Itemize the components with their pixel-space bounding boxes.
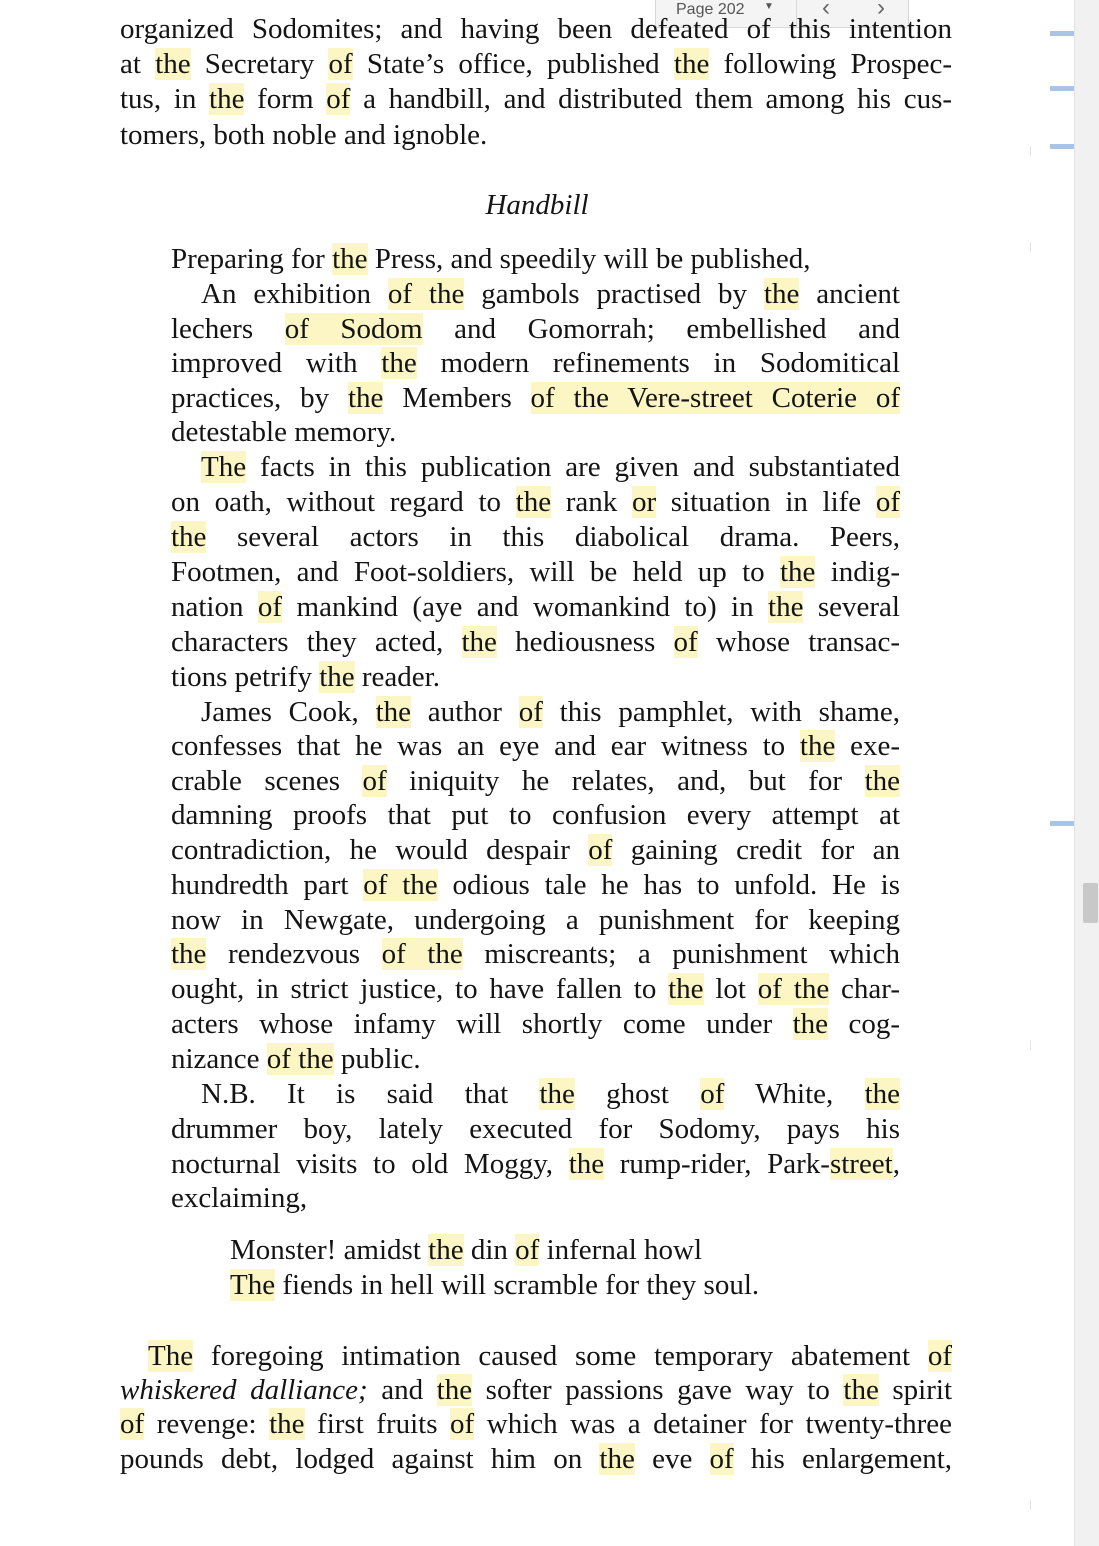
- text-run: and Gomorrah; embellished and: [422, 313, 900, 345]
- search-highlight: of the: [757, 973, 830, 1005]
- text-run: exe-: [835, 730, 900, 762]
- text-line: [171, 1147, 900, 1181]
- text-run: damning proofs that put to confusion every attempt at: [171, 799, 900, 831]
- text-run: ancient: [799, 278, 900, 310]
- text-run: this pamphlet, with shame,: [542, 696, 900, 728]
- text-run: Footmen, and Foot-soldiers, will be held up to: [171, 556, 780, 588]
- text-run: revenge:: [144, 1408, 270, 1440]
- search-highlight: the: [843, 1374, 879, 1406]
- text-run: spirit: [878, 1374, 953, 1406]
- search-highlight: of Sodom: [284, 313, 423, 345]
- text-run: Members: [383, 382, 531, 414]
- search-highlight: the: [792, 1008, 829, 1040]
- text-run: Preparing for: [171, 243, 333, 275]
- text-run: organized Sodomites; and having been defeated of this intention: [120, 13, 952, 45]
- text-run: acters whose infamy will shortly come under: [171, 1008, 793, 1040]
- text-run: Secretary: [190, 48, 329, 80]
- text-line: [120, 1407, 952, 1441]
- italic-phrase: whiskered dalliance;: [120, 1374, 368, 1406]
- text-run: first fruits: [304, 1408, 451, 1440]
- search-highlight: the: [673, 48, 710, 80]
- text-run: improved with: [171, 347, 382, 379]
- text-run: at: [120, 48, 156, 80]
- search-highlight: the: [799, 730, 836, 762]
- text-line: [171, 520, 900, 554]
- search-highlight: the: [375, 696, 411, 728]
- text-run: a handbill, and distributed them among his cus-: [350, 83, 953, 115]
- text-run: modern refinements in Sodomitical: [416, 347, 901, 379]
- text-run: rank: [551, 486, 632, 518]
- search-highlight: the: [461, 626, 497, 658]
- search-highlight: the: [515, 486, 552, 518]
- text-line: [171, 972, 900, 1006]
- search-highlight: of the: [387, 278, 465, 310]
- text-run: ghost: [574, 1078, 701, 1110]
- search-highlight: of: [875, 486, 900, 518]
- search-highlight: of the: [381, 938, 463, 970]
- text-line: [171, 833, 900, 867]
- search-hit-marker[interactable]: [1050, 31, 1074, 36]
- text-run: and: [367, 1374, 437, 1406]
- text-line: [120, 118, 952, 152]
- text-run: N.B. It is said that: [201, 1078, 540, 1110]
- search-highlight: of: [700, 1078, 725, 1110]
- text-line: [171, 242, 900, 276]
- search-hit-marker[interactable]: [1050, 86, 1074, 91]
- search-highlight: the: [155, 48, 191, 80]
- search-highlight: the: [347, 382, 384, 414]
- text-run: hediousness: [496, 626, 674, 658]
- text-run: gaining credit for an: [612, 834, 900, 866]
- search-highlight: the: [779, 556, 816, 588]
- search-highlight: of: [709, 1443, 734, 1475]
- search-highlight: The: [148, 1340, 194, 1372]
- text-line: [171, 1042, 900, 1076]
- text-line: [171, 903, 900, 937]
- search-hit-marker[interactable]: [1050, 821, 1074, 826]
- text-line: [171, 312, 900, 346]
- search-highlight: the: [768, 591, 804, 623]
- text-line: [171, 729, 900, 763]
- search-highlight: of: [588, 834, 613, 866]
- text-line: [171, 1181, 900, 1215]
- text-run: iniquity he relates, and, but for: [386, 765, 865, 797]
- text-line: [171, 937, 900, 971]
- text-run: pounds debt, lodged against him on: [120, 1443, 600, 1475]
- search-highlight: the: [539, 1078, 575, 1110]
- search-highlight: of: [927, 1340, 952, 1372]
- text-line: [171, 764, 900, 798]
- search-highlight: of: [326, 83, 351, 115]
- search-highlight: the: [864, 765, 900, 797]
- text-line: [171, 346, 900, 380]
- text-line: [201, 695, 900, 729]
- search-highlight: the: [599, 1443, 635, 1475]
- search-highlight: the: [319, 661, 355, 693]
- text-run: exclaiming,: [171, 1182, 308, 1214]
- text-run: drummer boy, lately executed for Sodomy, pays his: [171, 1113, 900, 1145]
- text-line: [171, 660, 900, 694]
- text-run: confesses that he was an eye and ear witness to: [171, 730, 800, 762]
- text-line: [171, 485, 900, 519]
- text-line: [120, 1442, 952, 1476]
- search-highlight: the: [381, 347, 417, 379]
- text-run: contradiction, he would despair: [171, 834, 589, 866]
- text-run: detestable memory.: [171, 416, 397, 448]
- search-highlight: the: [332, 243, 368, 275]
- text-run: which was a detainer for twenty-three: [474, 1408, 952, 1440]
- text-run: mankind (aye and womankind to) in: [282, 591, 769, 623]
- text-run: his enlargement,: [733, 1443, 953, 1475]
- chevron-down-icon[interactable]: ▼: [764, 1, 774, 12]
- text-line: [171, 590, 900, 624]
- text-run: Press, and speedily will be published,: [367, 243, 811, 275]
- margin-tick: [1030, 1040, 1031, 1050]
- search-highlight: of the: [363, 869, 438, 901]
- search-highlight: of: [450, 1408, 475, 1440]
- text-run: form: [244, 83, 327, 115]
- search-highlight: the: [864, 1078, 901, 1110]
- text-line: [120, 82, 952, 116]
- text-run: foregoing intimation caused some temporary abatement: [193, 1340, 928, 1372]
- text-run: An exhibition: [201, 278, 388, 310]
- search-highlight: the: [209, 83, 245, 115]
- text-run: tus, in: [120, 83, 210, 115]
- text-run: several actors in this diabolical drama. Peers,: [206, 521, 900, 553]
- text-run: miscreants; a punishment which: [462, 938, 900, 970]
- text-run: following Prospec-: [709, 48, 952, 80]
- text-line: [171, 868, 900, 902]
- search-highlight: of: [673, 626, 698, 658]
- text-line: [230, 1268, 830, 1302]
- text-run: rump-rider, Park-: [604, 1148, 830, 1180]
- search-highlight: of: [515, 1234, 540, 1266]
- text-run: lechers: [171, 313, 285, 345]
- search-highlight: the: [171, 521, 207, 553]
- search-highlight: of the Vere-street Coterie of: [530, 382, 900, 414]
- text-run: ,: [892, 1148, 900, 1180]
- text-run: nizance: [171, 1043, 267, 1075]
- text-line: [120, 1373, 952, 1407]
- text-run: tions petrify: [171, 661, 320, 693]
- search-highlight: The: [201, 451, 247, 483]
- text-run: several: [803, 591, 900, 623]
- text-run: odious tale he has to unfold. He is: [437, 869, 900, 901]
- search-highlight: The: [230, 1269, 276, 1301]
- search-highlight: the: [269, 1408, 305, 1440]
- text-run: nation: [171, 591, 258, 623]
- text-run: whose transac-: [697, 626, 900, 658]
- text-run: on oath, without regard to: [171, 486, 516, 518]
- search-highlight: the: [763, 278, 800, 310]
- search-highlight: the: [171, 938, 207, 970]
- text-line: [201, 1077, 900, 1111]
- margin-tick: [1030, 1500, 1031, 1510]
- text-run: Monster! amidst: [230, 1234, 429, 1266]
- search-highlight: or: [631, 486, 657, 518]
- text-run: lot: [703, 973, 758, 1005]
- search-highlight: the: [668, 973, 704, 1005]
- search-highlight: of: [328, 48, 353, 80]
- text-run: reader.: [354, 661, 440, 693]
- text-run: White,: [724, 1078, 865, 1110]
- scrollbar-thumb[interactable]: [1083, 883, 1098, 923]
- text-run: softer passions gave way to: [472, 1374, 844, 1406]
- text-run: indig-: [815, 556, 901, 588]
- text-run: crable scenes: [171, 765, 363, 797]
- vertical-scrollbar[interactable]: [1074, 0, 1099, 1546]
- text-run: rendezvous: [206, 938, 382, 970]
- page-number-label[interactable]: Page 202: [676, 1, 745, 18]
- text-run: public.: [333, 1043, 421, 1075]
- search-highlight: of: [362, 765, 387, 797]
- text-run: tomers, both noble and ignoble.: [120, 119, 488, 151]
- text-run: now in Newgate, undergoing a punishment for keeping: [171, 904, 900, 936]
- search-highlight: street: [829, 1148, 893, 1180]
- section-heading: Handbill: [485, 189, 589, 221]
- search-hit-marker[interactable]: [1050, 144, 1074, 149]
- text-line: [120, 47, 952, 81]
- search-highlight: the: [568, 1148, 605, 1180]
- text-run: ought, in strict justice, to have fallen to: [171, 973, 669, 1005]
- text-line: [171, 798, 900, 832]
- text-line: [171, 1112, 900, 1146]
- text-line: [171, 415, 900, 449]
- text-line: [120, 12, 952, 46]
- text-run: din: [463, 1234, 516, 1266]
- text-run: author: [411, 696, 519, 728]
- text-line: [171, 555, 900, 589]
- text-run: eve: [634, 1443, 710, 1475]
- next-page-icon[interactable]: ›: [877, 0, 885, 21]
- text-run: James Cook,: [201, 696, 376, 728]
- text-run: characters they acted,: [171, 626, 462, 658]
- text-line: [230, 1233, 830, 1267]
- text-run: fiends in hell will scramble for they soul.: [275, 1269, 760, 1301]
- text-line: [171, 1007, 900, 1041]
- margin-tick: [1030, 242, 1031, 252]
- text-line: [201, 450, 900, 484]
- text-line: [171, 381, 900, 415]
- text-line: [148, 1339, 952, 1373]
- text-run: char-: [829, 973, 900, 1005]
- search-highlight: of: [120, 1408, 145, 1440]
- text-line: [171, 625, 900, 659]
- previous-page-icon[interactable]: ‹: [822, 0, 830, 21]
- text-run: hundredth part: [171, 869, 364, 901]
- text-run: infernal howl: [539, 1234, 702, 1266]
- text-run: State’s office, published: [352, 48, 674, 80]
- search-highlight: the: [436, 1374, 473, 1406]
- text-run: facts in this publication are given and substantiated: [246, 451, 900, 483]
- text-run: cog-: [828, 1008, 901, 1040]
- text-run: practices, by: [171, 382, 348, 414]
- text-run: situation in life: [656, 486, 876, 518]
- search-highlight: of: [518, 696, 543, 728]
- text-run: nocturnal visits to old Moggy,: [171, 1148, 569, 1180]
- text-line: [201, 277, 900, 311]
- search-highlight: of the: [266, 1043, 334, 1075]
- search-highlight: the: [428, 1234, 464, 1266]
- search-highlight: of: [257, 591, 283, 623]
- margin-tick: [1030, 146, 1031, 156]
- text-run: gambols practised by: [464, 278, 764, 310]
